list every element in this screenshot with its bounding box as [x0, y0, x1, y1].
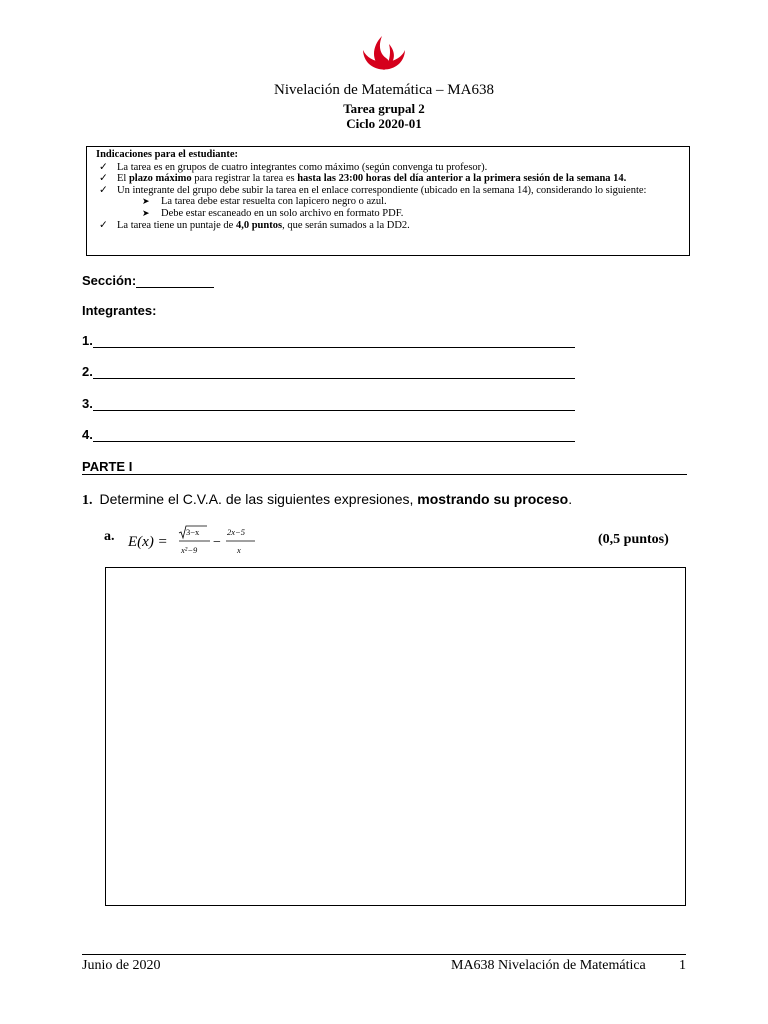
- member-2-number: 2.: [82, 364, 93, 379]
- arrow-bullet-icon: ➤: [142, 207, 150, 218]
- frac1-denominator: x²−9: [181, 545, 198, 555]
- instruction-item: ✓ Un integrante del grupo debe subir la tarea en el enlace correspondiente (ubicado en la semana 14), considerando lo siguiente:: [99, 184, 647, 196]
- instruction-item: ✓ La tarea es en grupos de cuatro integrantes como máximo (según convenga tu profesor).: [99, 161, 488, 173]
- checkmark-icon: ✓: [99, 184, 108, 196]
- frac2-denominator: x: [237, 545, 241, 555]
- part-divider: [82, 474, 687, 475]
- member-3-number: 3.: [82, 396, 93, 411]
- footer-page-number: 1: [679, 958, 686, 973]
- member-4-field-line[interactable]: [93, 441, 575, 442]
- checkmark-icon: ✓: [99, 219, 108, 231]
- arrow-bullet-icon: ➤: [142, 196, 150, 207]
- section-label: Sección:: [82, 273, 137, 288]
- frac2-numerator: 2x−5: [227, 527, 246, 537]
- formula-lhs: E(x) =: [128, 534, 168, 550]
- member-1-field-line[interactable]: [93, 347, 575, 348]
- question-1: 1. Determine el C.V.A. de las siguientes expresiones, mostrando su proceso.: [82, 491, 573, 508]
- footer-course: MA638 Nivelación de Matemática: [451, 958, 646, 973]
- frac1-numerator: 3−x: [186, 527, 200, 537]
- instructions-title: Indicaciones para el estudiante:: [96, 149, 239, 160]
- cycle-title: Ciclo 2020-01: [346, 116, 422, 131]
- instruction-item: ✓ La tarea tiene un puntaje de 4,0 puntos, que serán sumados a la DD2.: [99, 219, 410, 231]
- member-4-number: 4.: [82, 427, 93, 442]
- instruction-item: ✓ El plazo máximo para registrar la tarea es hasta las 23:00 horas del día anterior a la primera sesión de la semana 14.: [99, 173, 627, 185]
- checkmark-icon: ✓: [99, 161, 108, 173]
- instruction-subitem: ➤ La tarea debe estar resuelta con lapicero negro o azul.: [142, 196, 387, 208]
- minus-sign: −: [213, 535, 221, 550]
- formula: [124, 523, 264, 563]
- instruction-subitem: ➤ Debe estar escaneado en un solo archivo en formato PDF.: [142, 207, 404, 219]
- instructions-box: [86, 146, 690, 256]
- members-label: Integrantes:: [82, 303, 157, 318]
- course-title: Nivelación de Matemática – MA638: [274, 82, 494, 98]
- member-2-field-line[interactable]: [93, 378, 575, 379]
- footer-date: Junio de 2020: [82, 958, 161, 973]
- member-3-field-line[interactable]: [93, 410, 575, 411]
- upc-logo: [358, 32, 410, 84]
- checkmark-icon: ✓: [99, 173, 108, 185]
- part-title: PARTE I: [82, 459, 133, 474]
- footer-divider: [82, 954, 686, 955]
- section-field-line[interactable]: [136, 287, 214, 288]
- task-title: Tarea grupal 2: [343, 101, 425, 116]
- member-1-number: 1.: [82, 333, 93, 348]
- points-label: (0,5 puntos): [598, 532, 669, 547]
- answer-box[interactable]: [105, 567, 686, 906]
- question-1a: a.: [104, 529, 115, 544]
